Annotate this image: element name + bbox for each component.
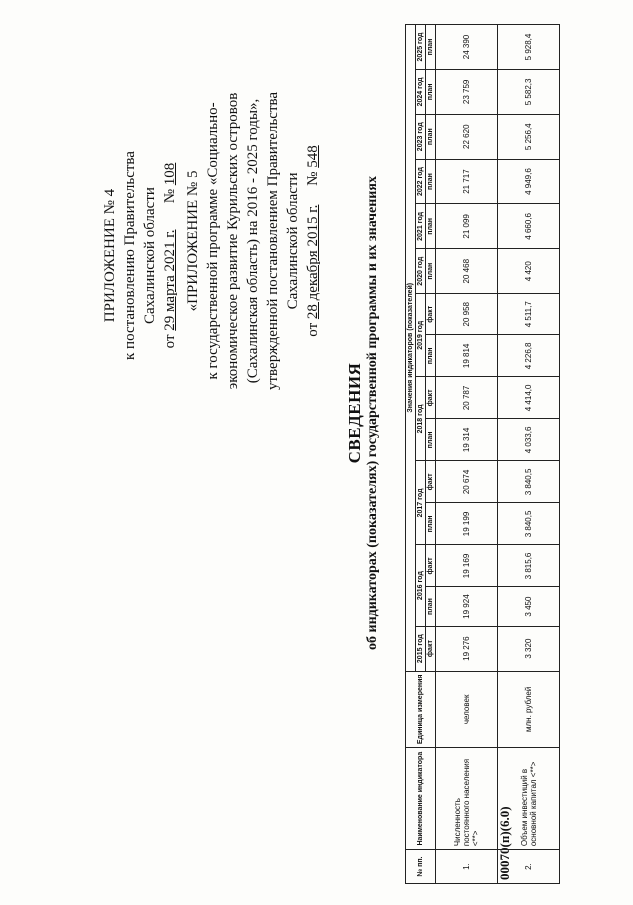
row-value: 19 924 bbox=[436, 587, 498, 626]
header-sub: план bbox=[426, 249, 436, 294]
prior-date: 28 декабря 2015 г. bbox=[305, 204, 321, 320]
row-name: Численность постоянного населения <**> bbox=[436, 748, 498, 850]
row-value: 19 314 bbox=[436, 419, 498, 461]
document-title: СВЕДЕНИЯ bbox=[345, 362, 364, 464]
row-value: 4 511,7 bbox=[498, 294, 560, 335]
row-value: 21 717 bbox=[436, 159, 498, 204]
row-value: 20 468 bbox=[436, 249, 498, 294]
header-sub: факт bbox=[426, 294, 436, 335]
header-sub: план bbox=[426, 419, 436, 461]
header-year: 2024 год bbox=[416, 69, 426, 114]
header-sub: план bbox=[426, 159, 436, 204]
table-row bbox=[498, 25, 560, 884]
row-unit: человек bbox=[436, 671, 498, 748]
row-num: 2. bbox=[498, 850, 560, 884]
row-value: 3 450 bbox=[498, 587, 560, 626]
header-sub: план bbox=[426, 587, 436, 626]
row-value: 22 620 bbox=[436, 114, 498, 159]
row-value: 5 582,3 bbox=[498, 69, 560, 114]
header-sub: факт bbox=[426, 461, 436, 503]
prior-number: 548 bbox=[305, 145, 321, 168]
document-heading bbox=[345, 176, 381, 650]
header-year: 2020 год bbox=[416, 249, 426, 294]
header-name: Наименование индикатора bbox=[406, 748, 436, 850]
header-year: 2018 год bbox=[416, 377, 426, 461]
header-sub: факт bbox=[426, 626, 436, 671]
row-value: 4 226,8 bbox=[498, 335, 560, 377]
header-sub: факт bbox=[426, 377, 436, 419]
row-value: 3 815,6 bbox=[498, 545, 560, 587]
row-value: 4 033,6 bbox=[498, 419, 560, 461]
approval-number: 108 bbox=[162, 162, 178, 186]
header-sub: план bbox=[426, 114, 436, 159]
row-value: 3 320 bbox=[498, 626, 560, 671]
row-unit: млн. рублей bbox=[498, 671, 560, 748]
row-value: 23 759 bbox=[436, 69, 498, 114]
header-year: 2016 год bbox=[416, 545, 426, 626]
header-year: 2015 год bbox=[416, 626, 426, 671]
header-num: № пп. bbox=[406, 850, 436, 884]
header-values: Значения индикаторов (показателей) bbox=[406, 25, 416, 672]
row-value: 20 958 bbox=[436, 294, 498, 335]
row-value: 19 814 bbox=[436, 335, 498, 377]
row-value: 20 787 bbox=[436, 377, 498, 419]
row-value: 5 928,4 bbox=[498, 25, 560, 70]
header-sub: план bbox=[426, 25, 436, 70]
approval-date-line: от 29 марта 2021 г. № 108 bbox=[162, 162, 178, 349]
header-year: 2019 год bbox=[416, 294, 426, 377]
approval-date: 29 марта 2021 г. bbox=[162, 229, 178, 331]
prior-date-line: от 28 декабря 2015 г. № 548 bbox=[305, 145, 321, 337]
appendix-number: ПРИЛОЖЕНИЕ № 4 bbox=[102, 188, 118, 323]
approval-line: к постановлению Правительства bbox=[122, 151, 138, 360]
row-value: 3 840,5 bbox=[498, 503, 560, 545]
row-value: 19 169 bbox=[436, 545, 498, 587]
row-value: 4 414,0 bbox=[498, 377, 560, 419]
header-sub: факт bbox=[426, 545, 436, 587]
row-value: 21 099 bbox=[436, 204, 498, 249]
header-unit: Единица измерения bbox=[406, 671, 436, 748]
row-name: Объем инвестиций в основной капитал <**> bbox=[498, 748, 560, 850]
row-value: 4 660,6 bbox=[498, 204, 560, 249]
row-value: 19 276 bbox=[436, 626, 498, 671]
header-sub: план bbox=[426, 69, 436, 114]
header-year: 2023 год bbox=[416, 114, 426, 159]
indicators-table-wrap bbox=[405, 24, 560, 884]
row-num: 1. bbox=[436, 850, 498, 884]
header-row bbox=[406, 25, 416, 884]
row-value: 5 256,4 bbox=[498, 114, 560, 159]
header-year: 2017 год bbox=[416, 461, 426, 545]
header-year: 2021 год bbox=[416, 204, 426, 249]
header-sub: план bbox=[426, 503, 436, 545]
footer-code: 00070(п)(6.0) bbox=[497, 806, 512, 880]
header-sub: план bbox=[426, 335, 436, 377]
row-value: 24 390 bbox=[436, 25, 498, 70]
row-value: 4 949,6 bbox=[498, 159, 560, 204]
indicators-table bbox=[405, 24, 560, 884]
header-sub: план bbox=[426, 204, 436, 249]
table-row bbox=[436, 25, 498, 884]
document-subtitle: об индикаторах (показателях) государственной программы и их значениях bbox=[365, 176, 380, 650]
header-year: 2025 год bbox=[416, 25, 426, 70]
approval-block bbox=[100, 151, 180, 360]
row-value: 3 840,5 bbox=[498, 461, 560, 503]
prior-appendix-number: «ПРИЛОЖЕНИЕ № 5 bbox=[185, 170, 201, 312]
row-value: 20 674 bbox=[436, 461, 498, 503]
approval-line: Сахалинской области bbox=[142, 187, 158, 324]
header-year: 2022 год bbox=[416, 159, 426, 204]
row-value: 19 199 bbox=[436, 503, 498, 545]
row-value: 4 420 bbox=[498, 249, 560, 294]
prior-appendix-block: «ПРИЛОЖЕНИЕ № 5 к государственной программе «Социально- экономическое развитие Курильских островов (Сахалинская область) на 2016 - 2025 годы», утвержденной постановлением Правительства Сахалинской области от 28 декабря 2015 г. № 548 bbox=[185, 91, 321, 390]
